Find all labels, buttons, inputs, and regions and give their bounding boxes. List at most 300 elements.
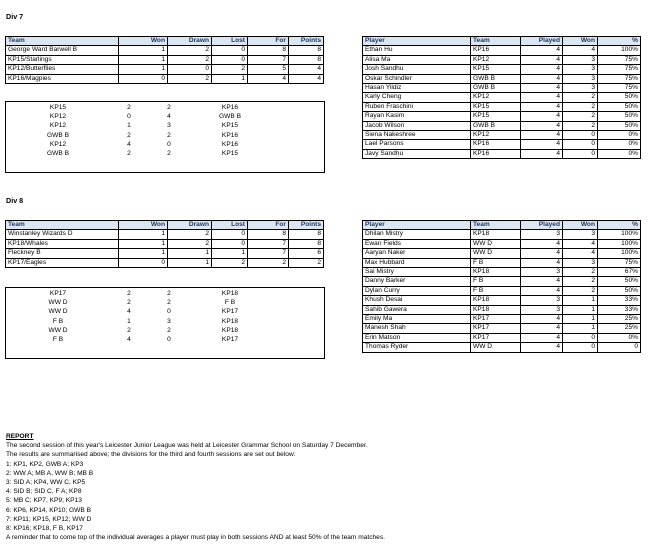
player-name: Rayan Kasim <box>363 112 471 121</box>
fixture-home: GWB B <box>47 150 69 158</box>
player-team: KP12 <box>471 93 521 102</box>
player-team: GWB B <box>471 74 521 83</box>
team-name: KP18/Whales <box>6 239 119 248</box>
table-row <box>363 296 641 305</box>
fixture-away-score: 0 <box>167 308 171 316</box>
team-lost: 0 <box>212 239 248 248</box>
table-header-row <box>363 37 641 46</box>
fixture-home-score: 2 <box>127 104 131 111</box>
team-won: 1 <box>119 46 168 55</box>
player-played: 4 <box>521 93 563 102</box>
player-percent: 0% <box>598 333 641 342</box>
player-name: Danny Barker <box>363 277 471 286</box>
player-played: 3 <box>521 305 563 314</box>
player-team: KP18 <box>471 305 521 314</box>
player-name: Khush Desai <box>363 296 471 305</box>
player-name: Alisa Ma <box>363 55 471 64</box>
player-name: Aaryan Naker <box>363 249 471 258</box>
player-played: 4 <box>521 277 563 286</box>
player-team: F B <box>471 286 521 295</box>
col-header: Team <box>471 37 521 46</box>
team-points: 4 <box>289 74 324 83</box>
player-team: KP12 <box>471 55 521 64</box>
fixture-home-score: 2 <box>127 299 131 307</box>
player-played: 4 <box>521 343 563 352</box>
player-percent: 50% <box>598 286 641 295</box>
fixture-home-score: 1 <box>127 317 131 325</box>
col-header: For <box>248 37 289 46</box>
team-for: 2 <box>248 258 289 267</box>
player-won: 2 <box>563 121 598 130</box>
col-header: Team <box>471 221 521 230</box>
team-drawn: 2 <box>168 239 212 248</box>
fixture-row <box>6 335 324 344</box>
div8-fixtures-box <box>5 287 325 359</box>
team-points: 8 <box>289 239 324 248</box>
table-row <box>363 333 641 342</box>
fixture-row <box>6 317 324 326</box>
report-line: The results are summarised above; the divisions for the third and fourth sessions are set out below: <box>6 451 296 459</box>
table-row <box>6 249 324 258</box>
player-percent: 75% <box>598 55 641 64</box>
fixture-home-score: 2 <box>127 326 131 334</box>
table-row <box>363 140 641 149</box>
fixture-row <box>6 326 324 335</box>
fixture-away-score: 4 <box>167 113 171 121</box>
table-row <box>363 305 641 314</box>
player-team: F B <box>471 258 521 267</box>
team-points: 8 <box>289 55 324 64</box>
player-team: KP16 <box>471 46 521 55</box>
player-percent: 25% <box>598 324 641 333</box>
table-row <box>6 74 324 83</box>
div8-fixtures <box>6 289 324 344</box>
team-name: KP16/Magpies <box>6 74 119 83</box>
team-for: 8 <box>248 230 289 239</box>
player-name: Javy Sandhu <box>363 149 471 158</box>
team-drawn: 1 <box>168 249 212 258</box>
fixture-row <box>6 112 324 121</box>
table-row <box>363 74 641 83</box>
player-played: 4 <box>521 55 563 64</box>
team-name: KP17/Eagles <box>6 258 119 267</box>
table-row <box>363 343 641 352</box>
report-line: 6: KP6, KP14, KP10; GWB B <box>6 506 92 514</box>
team-name: George Ward Barwell B <box>6 46 119 55</box>
player-won: 2 <box>563 102 598 111</box>
player-team: F B <box>471 277 521 286</box>
team-won: 1 <box>119 65 168 74</box>
fixture-home-score: 4 <box>127 140 131 148</box>
col-header: Team <box>6 37 119 46</box>
player-name: Dhilan Mistry <box>363 230 471 239</box>
player-name: Sai Mistry <box>363 268 471 277</box>
col-header: Points <box>289 37 324 46</box>
player-won: 3 <box>563 74 598 83</box>
player-played: 4 <box>521 249 563 258</box>
player-played: 4 <box>521 84 563 93</box>
player-percent: 75% <box>598 74 641 83</box>
player-name: Thomas Ryder <box>363 343 471 352</box>
team-lost: 0 <box>212 55 248 64</box>
table-header-row <box>6 221 324 230</box>
player-name: Ruben Fraschini <box>363 102 471 111</box>
team-lost: 1 <box>212 249 248 258</box>
team-won: 0 <box>119 258 168 267</box>
report-line: 7: KP11; KP15, KP12; WW D <box>6 515 92 523</box>
div7-team-table <box>5 36 324 84</box>
table-row <box>363 277 641 286</box>
player-name: Jacob Wilson <box>363 121 471 130</box>
fixture-home-score: 4 <box>127 336 131 344</box>
col-header: % <box>598 37 641 46</box>
fixture-away-score: 2 <box>167 290 171 297</box>
player-name: Karly Cheng <box>363 93 471 102</box>
fixture-away: KP18 <box>221 290 239 297</box>
report-line: 5: MB C; KP7, KP9; KP13 <box>6 497 82 505</box>
player-played: 3 <box>521 230 563 239</box>
team-lost: 2 <box>212 258 248 267</box>
player-won: 1 <box>563 296 598 305</box>
fixture-row <box>6 149 324 158</box>
report-line: The second session of this year's Leicester Junior League was held at Leicester Grammar School on Saturday 7 December. <box>6 442 368 450</box>
fixture-home: KP12 <box>49 113 67 121</box>
fixture-home-score: 1 <box>127 122 131 130</box>
player-name: Sahib Gawera <box>363 305 471 314</box>
player-won: 3 <box>563 84 598 93</box>
table-row <box>363 102 641 111</box>
table-header-row <box>363 221 641 230</box>
team-for: 7 <box>248 239 289 248</box>
fixture-away-score: 2 <box>167 104 171 111</box>
player-name: Dylan Curry <box>363 286 471 295</box>
table-row <box>363 249 641 258</box>
table-row <box>6 46 324 55</box>
div8-title: Div 8 <box>6 196 24 205</box>
fixture-home-score: 2 <box>127 131 131 139</box>
player-won: 3 <box>563 55 598 64</box>
player-percent: 67% <box>598 268 641 277</box>
player-won: 0 <box>563 131 598 140</box>
fixture-row <box>6 131 324 140</box>
team-won: 1 <box>119 230 168 239</box>
team-for: 5 <box>248 65 289 74</box>
team-lost: 2 <box>212 65 248 74</box>
team-won: 1 <box>119 55 168 64</box>
fixture-row <box>6 307 324 316</box>
player-played: 4 <box>521 112 563 121</box>
player-percent: 0 <box>598 343 641 352</box>
table-row <box>363 230 641 239</box>
team-lost: 0 <box>212 230 248 239</box>
player-played: 4 <box>521 65 563 74</box>
team-points: 6 <box>289 249 324 258</box>
player-won: 4 <box>563 249 598 258</box>
fixture-row <box>6 140 324 149</box>
fixture-home-score: 2 <box>127 290 131 297</box>
report-line: 8: KP16; KP18, F B, KP17 <box>6 525 83 533</box>
fixture-away: KP16 <box>221 140 239 148</box>
fixture-away-score: 3 <box>167 122 171 130</box>
fixture-home: KP17 <box>49 290 67 297</box>
table-row <box>6 65 324 74</box>
player-team: GWB B <box>471 84 521 93</box>
team-drawn: 0 <box>168 65 212 74</box>
player-won: 1 <box>563 315 598 324</box>
col-header: For <box>248 221 289 230</box>
team-drawn: 2 <box>168 230 212 239</box>
player-team: KP18 <box>471 296 521 305</box>
player-percent: 75% <box>598 258 641 267</box>
report-heading: REPORT <box>6 433 34 440</box>
table-row <box>363 121 641 130</box>
player-team: WW D <box>471 239 521 248</box>
player-team: KP16 <box>471 140 521 149</box>
div7-title: Div 7 <box>6 12 24 21</box>
player-won: 0 <box>563 149 598 158</box>
col-header: Points <box>289 221 324 230</box>
team-points: 4 <box>289 65 324 74</box>
player-played: 4 <box>521 149 563 158</box>
table-row <box>363 93 641 102</box>
table-row <box>363 315 641 324</box>
col-header: Lost <box>212 221 248 230</box>
team-won: 1 <box>119 249 168 258</box>
table-row <box>363 286 641 295</box>
player-percent: 0% <box>598 140 641 149</box>
player-percent: 50% <box>598 93 641 102</box>
col-header: Drawn <box>168 221 212 230</box>
player-won: 4 <box>563 239 598 248</box>
player-percent: 75% <box>598 65 641 74</box>
player-percent: 100% <box>598 249 641 258</box>
col-header: Lost <box>212 37 248 46</box>
player-name: Lael Parsons <box>363 140 471 149</box>
div8-team-table <box>5 220 324 268</box>
col-header: Won <box>119 221 168 230</box>
table-row <box>6 230 324 239</box>
fixture-row <box>6 103 324 112</box>
fixture-home: F B <box>52 317 64 325</box>
player-won: 3 <box>563 65 598 74</box>
team-name: Fleckney B <box>6 249 119 258</box>
fixture-home: WW D <box>48 299 68 307</box>
player-team: KP17 <box>471 315 521 324</box>
table-row <box>363 112 641 121</box>
player-won: 0 <box>563 343 598 352</box>
div8-player-table <box>362 220 641 353</box>
player-played: 4 <box>521 140 563 149</box>
report-section <box>6 432 646 542</box>
fixture-home: F B <box>52 336 64 344</box>
fixture-row <box>6 298 324 307</box>
player-played: 4 <box>521 102 563 111</box>
player-played: 4 <box>521 286 563 295</box>
table-row <box>6 258 324 267</box>
player-played: 3 <box>521 268 563 277</box>
col-header: % <box>598 221 641 230</box>
table-row <box>363 46 641 55</box>
fixture-away: F B <box>224 299 236 307</box>
div7-player-table <box>362 36 641 159</box>
player-name: Hasan Yildiz <box>363 84 471 93</box>
fixture-away: KP15 <box>221 122 239 130</box>
player-team: KP18 <box>471 230 521 239</box>
table-header-row <box>6 37 324 46</box>
fixture-away: KP18 <box>221 326 239 334</box>
team-name: Winstanley Wizards D <box>6 230 119 239</box>
team-drawn: 2 <box>168 46 212 55</box>
player-team: WW D <box>471 343 521 352</box>
col-header: Won <box>563 37 598 46</box>
player-name: Manesh Shah <box>363 324 471 333</box>
player-percent: 75% <box>598 84 641 93</box>
player-won: 1 <box>563 305 598 314</box>
team-won: 1 <box>119 239 168 248</box>
player-won: 2 <box>563 286 598 295</box>
player-team: KP15 <box>471 112 521 121</box>
fixture-home: GWB B <box>47 131 69 139</box>
player-percent: 33% <box>598 305 641 314</box>
team-name: KP15/Starlings <box>6 55 119 64</box>
fixture-away-score: 2 <box>167 299 171 307</box>
fixture-away: KP15 <box>221 150 239 158</box>
player-percent: 0% <box>598 131 641 140</box>
player-name: Josh Sandhu <box>363 65 471 74</box>
player-won: 2 <box>563 277 598 286</box>
player-played: 4 <box>521 239 563 248</box>
player-won: 3 <box>563 258 598 267</box>
player-name: Siena Nakeshree <box>363 131 471 140</box>
player-played: 4 <box>521 74 563 83</box>
col-header: Played <box>521 37 563 46</box>
player-percent: 100% <box>598 230 641 239</box>
player-percent: 100% <box>598 239 641 248</box>
team-name: KP12/Butterflies <box>6 65 119 74</box>
table-row <box>363 149 641 158</box>
player-team: KP17 <box>471 324 521 333</box>
player-won: 0 <box>563 140 598 149</box>
player-played: 4 <box>521 315 563 324</box>
table-row <box>363 268 641 277</box>
col-header: Drawn <box>168 37 212 46</box>
player-team: WW D <box>471 249 521 258</box>
table-row <box>363 324 641 333</box>
player-won: 2 <box>563 112 598 121</box>
fixture-away: KP17 <box>221 308 239 316</box>
player-played: 3 <box>521 296 563 305</box>
fixture-away: KP16 <box>221 104 239 111</box>
team-points: 2 <box>289 258 324 267</box>
fixture-home: WW D <box>48 308 68 316</box>
team-drawn: 2 <box>168 55 212 64</box>
table-row <box>6 239 324 248</box>
fixture-away-score: 2 <box>167 131 171 139</box>
team-for: 4 <box>248 74 289 83</box>
table-row <box>363 258 641 267</box>
player-name: Max Hubbard <box>363 258 471 267</box>
table-row <box>363 65 641 74</box>
team-for: 7 <box>248 249 289 258</box>
player-played: 4 <box>521 333 563 342</box>
report-line: 2: WW A; MB A, WW B; MB B <box>6 469 94 477</box>
team-drawn: 2 <box>168 74 212 83</box>
player-percent: 0% <box>598 149 641 158</box>
fixture-home: WW D <box>48 326 68 334</box>
table-row <box>363 239 641 248</box>
team-points: 8 <box>289 46 324 55</box>
player-percent: 50% <box>598 277 641 286</box>
fixture-away-score: 3 <box>167 317 171 325</box>
player-percent: 50% <box>598 121 641 130</box>
fixture-away: KP18 <box>221 317 239 325</box>
player-team: KP12 <box>471 131 521 140</box>
fixture-away-score: 0 <box>167 140 171 148</box>
team-lost: 0 <box>212 46 248 55</box>
player-played: 4 <box>521 46 563 55</box>
player-won: 1 <box>563 324 598 333</box>
div7-fixtures <box>6 103 324 158</box>
table-row <box>363 55 641 64</box>
player-percent: 33% <box>598 296 641 305</box>
table-row <box>363 131 641 140</box>
player-played: 4 <box>521 131 563 140</box>
player-played: 4 <box>521 121 563 130</box>
fixture-home-score: 2 <box>127 150 131 158</box>
report-line: A reminder that to come top of the individual averages a player must play in both sessions AND at least 50% of the team matches. <box>6 534 385 542</box>
table-row <box>363 84 641 93</box>
col-header: Team <box>6 221 119 230</box>
player-name: Emily Ma <box>363 315 471 324</box>
col-header: Player <box>363 221 471 230</box>
fixture-row <box>6 121 324 130</box>
report-line: 3: SID A; KP4, WW C, KP5 <box>6 479 86 487</box>
team-lost: 1 <box>212 74 248 83</box>
team-points: 8 <box>289 230 324 239</box>
fixture-away: KP16 <box>221 131 239 139</box>
col-header: Player <box>363 37 471 46</box>
team-drawn: 1 <box>168 258 212 267</box>
team-for: 8 <box>248 46 289 55</box>
col-header: Played <box>521 221 563 230</box>
player-percent: 25% <box>598 315 641 324</box>
player-won: 4 <box>563 46 598 55</box>
col-header: Won <box>119 37 168 46</box>
table-row <box>6 55 324 64</box>
fixture-home-score: 0 <box>127 113 131 121</box>
player-played: 4 <box>521 324 563 333</box>
player-won: 0 <box>563 333 598 342</box>
player-won: 3 <box>563 230 598 239</box>
report-line: 4: SID B; SID C, F A; KP8 <box>6 488 82 496</box>
player-team: KP15 <box>471 65 521 74</box>
player-name: Ethan Hu <box>363 46 471 55</box>
player-won: 2 <box>563 93 598 102</box>
player-team: KP17 <box>471 333 521 342</box>
div7-fixtures-box <box>5 101 325 173</box>
col-header: Won <box>563 221 598 230</box>
team-for: 7 <box>248 55 289 64</box>
player-name: Erin Matson <box>363 333 471 342</box>
fixture-away-score: 2 <box>167 150 171 158</box>
fixture-home: KP12 <box>49 140 67 148</box>
player-name: Oskar Schindler <box>363 74 471 83</box>
fixture-home: KP12 <box>49 122 67 130</box>
player-won: 2 <box>563 268 598 277</box>
player-team: KP16 <box>471 149 521 158</box>
player-team: KP18 <box>471 268 521 277</box>
report-line: 1: KP1, KP2, GWB A; KP3 <box>6 460 84 468</box>
